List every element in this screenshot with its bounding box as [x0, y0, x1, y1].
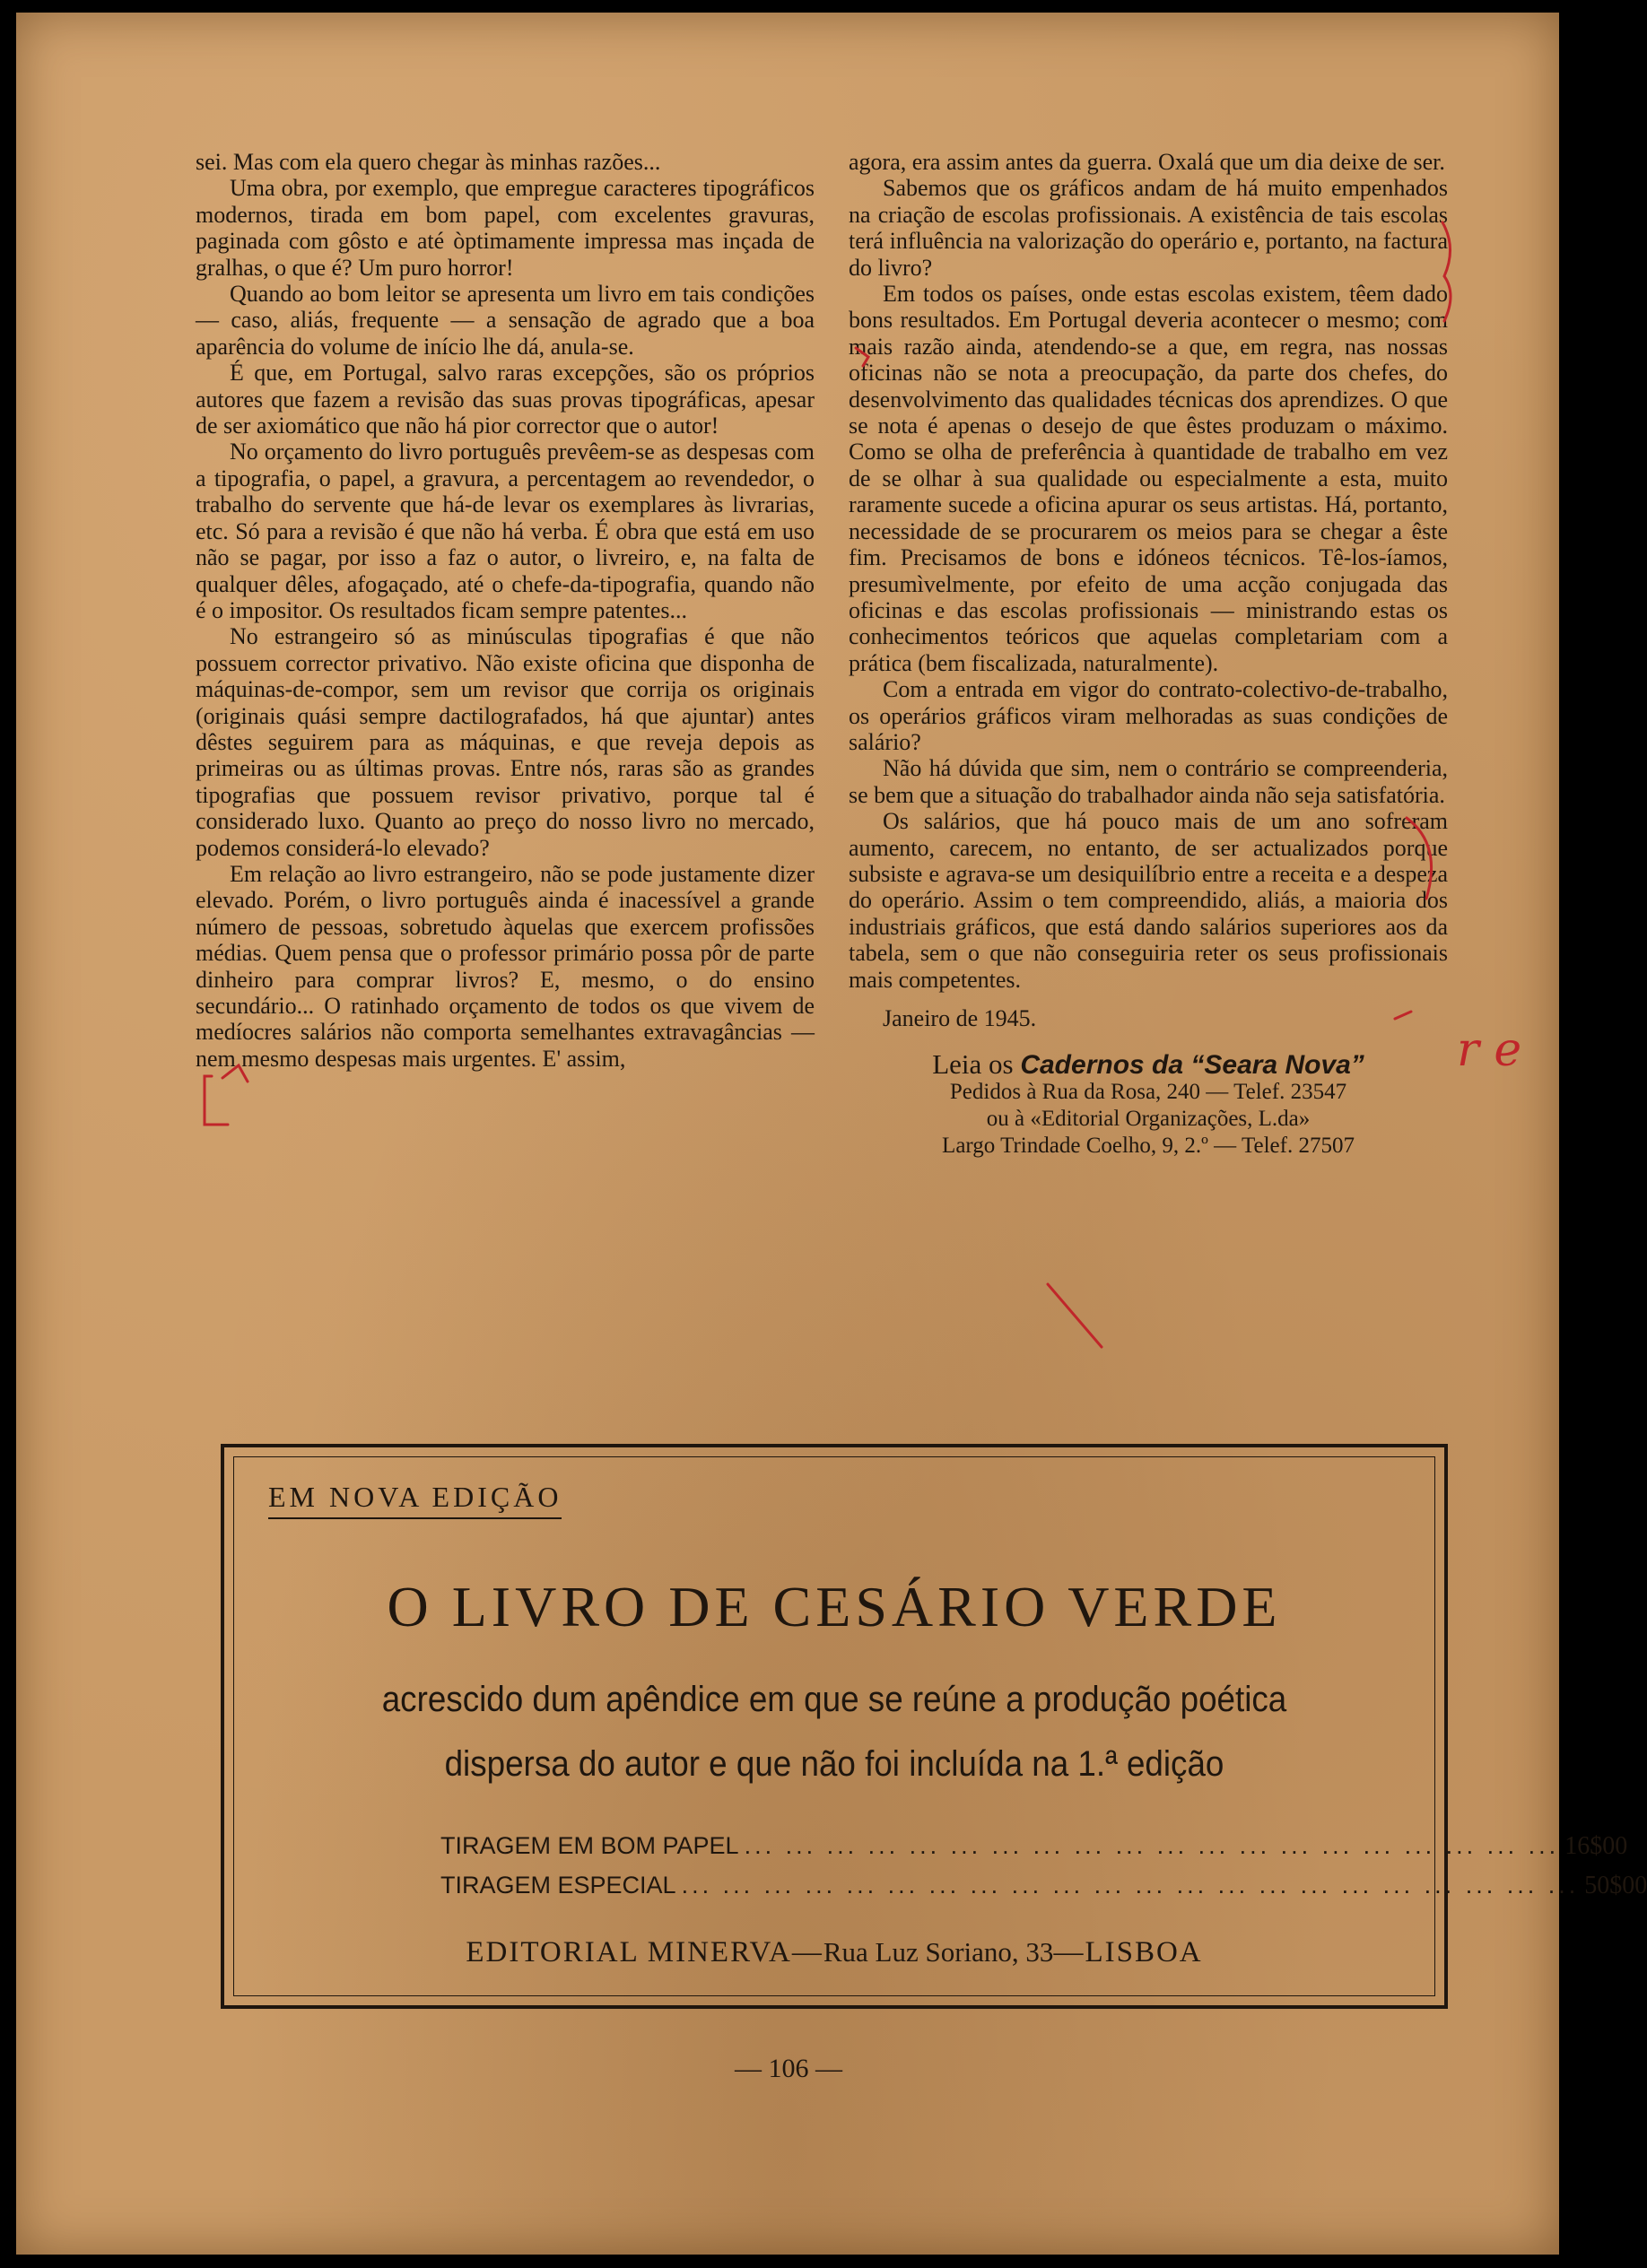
notice-kicker: EM NOVA EDIÇÃO	[268, 1481, 562, 1519]
leader-dots: ... ... ... ... ... ... ... ... ... ... ... ... ... ... ... ... ... ... ... ...	[744, 1832, 1560, 1859]
paragraph: Quando ao bom leitor se apresenta um livro em tais condições — caso, aliás, frequente — a sensação de agrado que a boa aparência do volume de início lhe dá, anula-se.	[196, 281, 815, 360]
publisher-address: Rua Luz Soriano, 33	[823, 1936, 1054, 1968]
ad-lead	[849, 1048, 1448, 1081]
page-number: — 106 —	[735, 2054, 842, 2083]
book-notice-box	[221, 1444, 1647, 2009]
paragraph: Com a entrada em vigor do contrato-colectivo-de-trabalho, os operários gráficos viram melhoradas as suas condições de salário?	[849, 676, 1448, 755]
paragraph: No orçamento do livro português prevêem-se as despesas com a tipografia, o papel, a gravura, a percentagem ao revendedor, o trabalho do servente que há-de levar os exemplares às livrarias, etc. Só para a revisão é que não há verba. É obra que está em uso não se pagar, por isso a faz o autor, o livreiro, e, na falta de qualquer dêles, afogaçado, até o chefe-da-tipografia, quando não é o impositor. Os resultados ficam sempre patentes...	[196, 439, 815, 623]
paragraph: Não há dúvida que sim, nem o contrário se compreenderia, se bem que a situação do trabalhador ainda não seja satisfatória.	[849, 755, 1448, 808]
ad-lead-text: Leia os	[932, 1048, 1014, 1081]
article-date: Janeiro de 1945.	[883, 1005, 1037, 1031]
ad-title: Cadernos da “Seara Nova”	[1020, 1050, 1364, 1081]
notice-headline: O LIVRO DE CESÁRIO VERDE	[387, 1575, 1282, 1638]
price-value: 50$00	[1584, 1872, 1647, 1899]
paragraph: Sabemos que os gráficos andam de há muito empenhados na criação de escolas profissionais. A existência de tais escolas terá influência na valorização do operário e, portanto, na factura do livro?	[849, 175, 1448, 281]
price-row	[440, 1872, 1647, 1900]
notice-subtitle: dispersa do autor e que não foi incluída na 1.ª edição	[444, 1744, 1224, 1784]
right-text-column	[849, 149, 1448, 1160]
ad-line: Largo Trindade Coelho, 9, 2.º — Telef. 27507	[942, 1134, 1355, 1159]
ad-line: ou à «Editorial Organizações, L.da»	[986, 1107, 1311, 1132]
publisher-city: LISBOA	[1085, 1936, 1203, 1968]
ad-line: Pedidos à Rua da Rosa, 240 — Telef. 23547	[949, 1080, 1347, 1105]
leader-dots: ... ... ... ... ... ... ... ... ... ... ... ... ... ... ... ... ... ... ... ... ... ...	[681, 1872, 1580, 1899]
price-label: TIRAGEM ESPECIAL	[440, 1872, 676, 1899]
price-label: TIRAGEM EM BOM PAPEL	[440, 1832, 739, 1859]
publisher-imprint: EDITORIAL MINERVA—Rua Luz Soriano, 33—LISBOA	[466, 1936, 1203, 1968]
advertisement	[849, 1048, 1448, 1160]
notice-subtitle: acrescido dum apêndice em que se reúne a produção poética	[381, 1680, 1287, 1719]
notice-inner-frame	[233, 1456, 1647, 1996]
paragraph: sei. Mas com ela quero chegar às minhas razões...	[196, 149, 661, 175]
price-row	[440, 1832, 1628, 1861]
paragraph: Uma obra, por exemplo, que empregue caracteres tipográficos modernos, tirada em bom papel, com excelentes gravuras, paginada com gôsto e até òptimamente impressa mas inçada de gralhas, o que é? Um puro horror!	[196, 175, 815, 281]
paragraph: No estrangeiro só as minúsculas tipografias é que não possuem corrector privativo. Não existe oficina que disponha de máquinas-de-compor, sem um revisor que corrija os originais (originais quási sempre dactilografados, há que ajuntar) antes dêstes seguirem para as máquinas, e que reveja depois as primeiras ou as últimas provas. Entre nós, raras são as grandes tipografias que possuem revisor privativo, porque tal é considerado luxo. Quanto ao preço do nosso livro no mercado, podemos considerá-lo elevado?	[196, 623, 815, 861]
paragraph: agora, era assim antes da guerra. Oxalá que um dia deixe de ser.	[849, 149, 1445, 175]
publisher-name: EDITORIAL MINERVA	[466, 1936, 792, 1968]
margin-correction-note: r e	[1457, 1023, 1522, 1077]
price-value: 16$00	[1564, 1832, 1628, 1860]
paragraph: É que, em Portugal, salvo raras excepções, são os próprios autores que fazem a revisão das suas provas tipográficas, apesar de ser axiomático que não há pior corrector que o autor!	[196, 360, 815, 439]
paragraph: Em todos os países, onde estas escolas existem, têem dado bons resultados. Em Portugal deveria acontecer o mesmo; com mais razão ainda, atendendo-se a que, em regra, nas nossas oficinas não se nota a preocupação, da parte dos chefes, do desenvolvimento das qualidades técnicas dos aprendizes. O que se nota é apenas o desejo de que êstes produzam o máximo. Como se olha de preferência à quantidade de trabalho em vez de se olhar à sua qualidade ou especialmente a esta, muito raramente sucede a oficina apurar os seus artistas. Há, portanto, necessidade de se procurarem os meios para se chegar a êste fim. Precisamos de bons e idóneos técnicos. Tê-los-íamos, presumìvelmente, por efeito de uma acção conjugada das oficinas e das escolas profissionais — ministrando estas os conhecimentos teóricos que aquelas completariam com a prática (bem fiscalizada, naturalmente).	[849, 281, 1448, 676]
paragraph: Em relação ao livro estrangeiro, não se pode justamente dizer elevado. Porém, o livro português ainda é inacessível a grande número de pessoas, sobretudo àquelas que exercem profissões médias. Quem pensa que o professor primário possa pôr de parte dinheiro para comprar livros? E, mesmo, o do ensino secundário... O ratinhado orçamento de todos os que vivem de medíocres salários não comporta semelhantes extravagâncias — nem mesmo despesas mais urgentes. E' assim,	[196, 860, 815, 1072]
left-text-column	[196, 149, 815, 1072]
paragraph: Os salários, que há pouco mais de um ano sofreram aumento, carecem, no entanto, de ser actualizados porque subsiste e agrava-se um desiquilíbrio entre a receita e a despeza do operário. Assim o tem compreendido, aliás, a maioria dos industriais gráficos, que está dando salários superiores aos da tabela, sem o que não conseguiria reter os seus profissionais mais competentes.	[849, 808, 1448, 993]
